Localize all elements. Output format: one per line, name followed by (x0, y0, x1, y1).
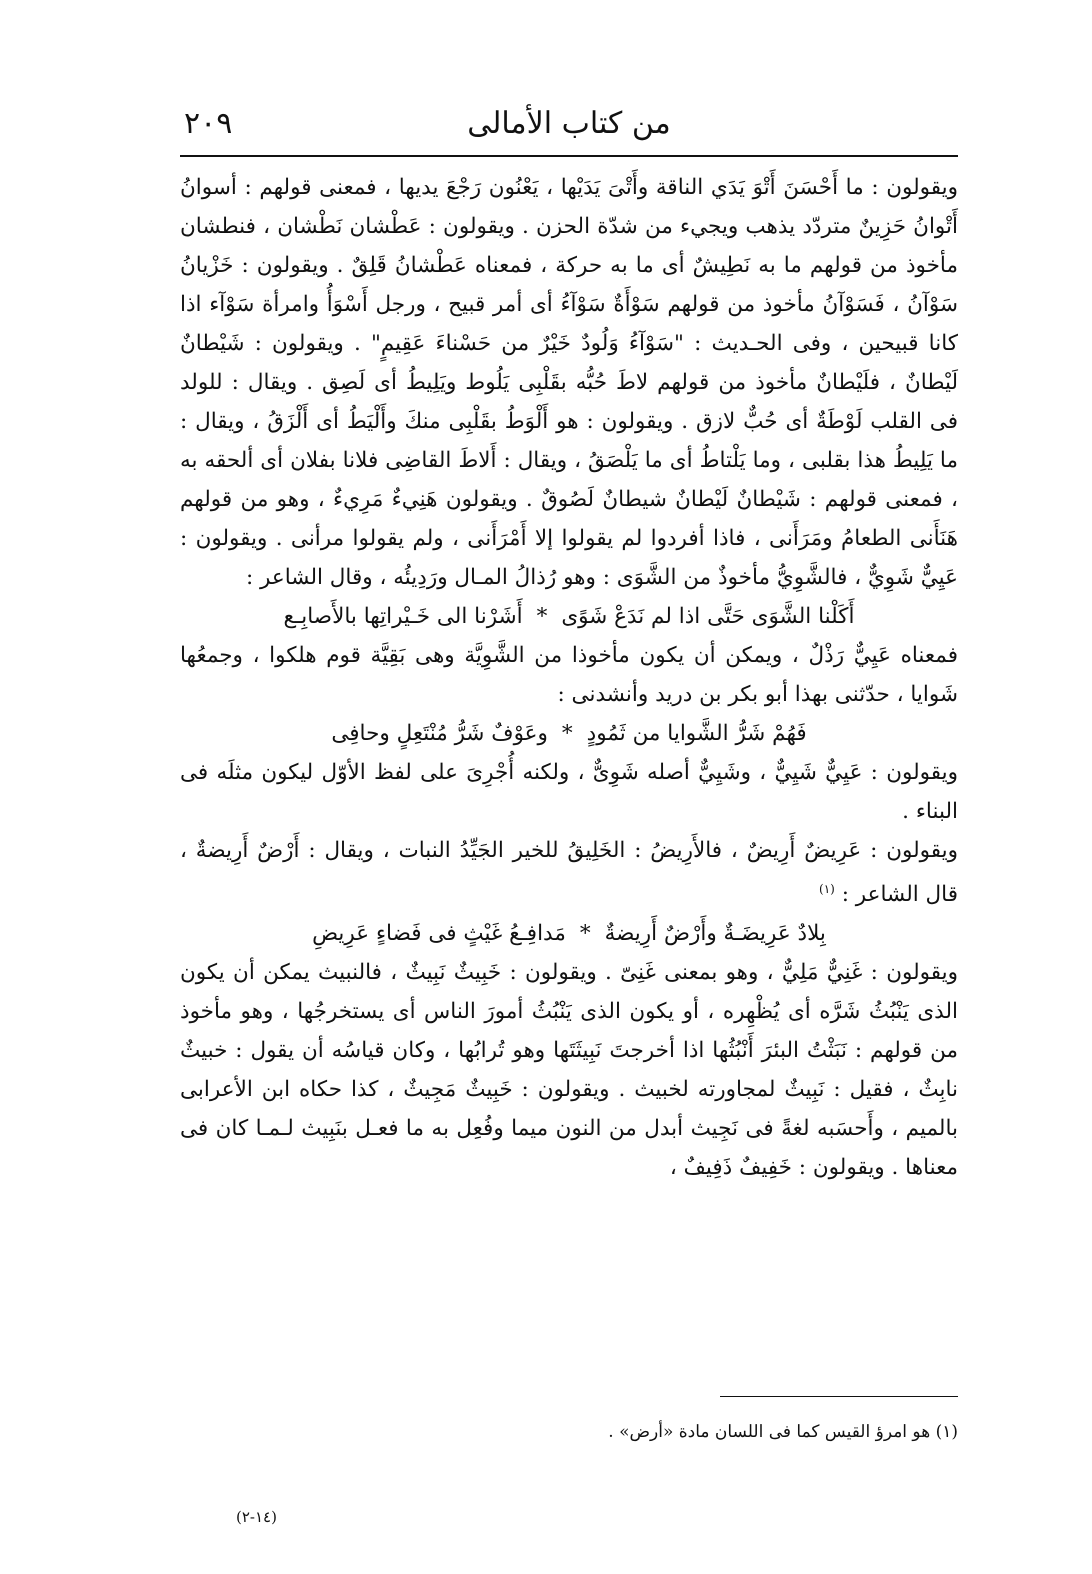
paragraph-text: ويقولون : عَرِيضٌ أَرِيضٌ ، فالأَرِيضُ : الخَلِيقُ للخير الجَيِّدُ النبات ، ويقال : أَرْضٌ أَرِيضةٌ ، قال الشاعر : (180, 838, 958, 908)
paragraph: ويقولون : عَيِيٌّ شَيِيٌّ ، وشَيِيٌّ أصله شَوِىٌّ ، ولكنه أُجْرِىَ على لفظ الأوّل ليكون مثلَه فى البناء . (180, 760, 958, 824)
paragraph (180, 831, 958, 914)
verse-hemistich-first: بِلادٌ عَرِيضَـةٌ وأَرْضٌ أَرِيضةٌ (604, 921, 826, 947)
verse-hemistich-second: وعَوْفٌ شَرُّ مُنْتَعِلٍ وحافِى (331, 721, 548, 746)
header-rule (180, 155, 958, 157)
verse-hemistich-first: فَهُمْ شَرُّ الشَّوايا من ثَمُودٍ (586, 721, 807, 746)
verse-hemistich-second: مَدافِـعُ غَيْثٍ فى فَضاءٍ عَرِيضِ (312, 921, 566, 947)
verse-hemistich-second: أَشَرْنا الى خَـيْراتِها بالأَصابِـع (283, 604, 523, 629)
paragraph: ويقولون : غَنِيٌّ مَلِيٌّ ، وهو بمعنى غَنِىّ . ويقولون : خَبِيثٌ نَبِيثٌ ، فالنبيث يمكن أن يكون الذى يَنْبُثُ شَرَّه أى يُظْهِره ، أو يكون الذى يَنْبُثُ أمورَ الناس أى يستخرجُها ، وهو مأخوذ من قولهم : نَبَثْتُ البئرَ أَنْبُثُها اذا أخرجتَ نَبِيثَتَها وهو تُرابُها ، وكان قياسُه أن يقول : خبيثٌ نابِثٌ ، فقيل : نَبِيثٌ لمجاورته لخبيث . ويقولون : خَبِيثٌ مَجِيثٌ ، كذا حكاه ابن الأعرابى بالميم ، وأَحسَبه لغةً فى نَجِيث أبدل من النون ميما وفُعِل به ما فعـل بنَبِيث لـمـا كان فى معناها . ويقولون : خَفِيفٌ ذَفِيفٌ ، (180, 960, 958, 1181)
main-text (180, 168, 958, 1187)
paragraph: فمعناه عَيِيٌّ رَذْلٌ ، ويمكن أن يكون مأخوذا من الشَّوِيَّة وهى بَقِيَّة قوم هلكوا ، وجمعُها شَوايا ، حدّثنى بهذا أبو بكر بن دريد وأنشدنى : (180, 643, 958, 707)
footnote-marker: (١) (819, 882, 835, 896)
footnote-rule (720, 1396, 958, 1397)
verse-separator: * (561, 721, 573, 746)
footnote: (١) هو امرؤ القيس كما فى اللسان مادة «أرض» . (608, 1422, 958, 1442)
signature-mark: (١٤-٢) (236, 1508, 277, 1526)
paragraph: ويقولون : ما أَحْسَنَ أَتْوَ يَدَي الناقة وأَتْىَ يَدَيْها ، يَعْنُون رَجْعَ يديها ، فمعنى قولهم : أسوانُ أَتْوانُ حَزِينٌ متردّد يذهب ويجيء من شدّة الحزن . ويقولون : عَطْشان نَطْشان ، فنطشان مأخوذ من قولهم ما به نَطِيشٌ أى ما به حركة ، فمعناه عَطْشانُ قَلِقٌ . ويقولون : خَزْيانُ سَوْآنُ ، فَسَوْآنُ مأخوذ من قولهم سَوْأَةٌ سَوْآءُ أى أمر قبيح ، ورجل أَسْوَأُ وامرأة سَوْآء اذا كانا قبيحين ، وفى الحـديث : "سَوْآءُ وَلُودٌ خَيْرٌ من حَسْناءَ عَقِيمٍ" . ويقولون : شَيْطانٌ لَيْطانٌ ، فلَيْطانٌ مأخوذ من قولهم لاطَ حُبُّه بقَلْبِى يَلُوط ويَلِيطُ أى لَصِق . ويقال : للولد فى القلب لَوْطَةٌ أى حُبٌّ لازق . ويقولون : هو أَلْوَطُ بقَلْبِى منكَ وأَلْيَطُ أى أَلْزَقُ ، ويقال : ما يَلِيطُ هذا بقلبى ، وما يَلْتاطُ أى ما يَلْصَقُ ، ويقال : أَلاطَ القاضِى فلانا بفلان أى ألحقه به ، فمعنى قولهم : شَيْطانٌ لَيْطانٌ شيطانٌ لَصُوقٌ . ويقولون هَنِيءٌ مَرِيءٌ ، وهو من قولهم هَنَأَنى الطعامُ ومَرَأَنى ، فاذا أفردوا لم يقولوا إلا أَمْرَأَنى ، ولم يقولوا مرأنى . ويقولون : عَيِيٌّ شَوِيٌّ ، فالشَّوِيُّ مأخوذٌ من الشَّوَى : وهو رُذالُ المـال ورَدِيئُه ، وقال الشاعر : (180, 175, 958, 590)
verse-separator: * (579, 921, 591, 947)
verse-hemistich-first: أَكَلْنا الشَّوَى حَتَّى اذا لم نَدَعْ شَوًى (561, 604, 855, 629)
verse-line (180, 914, 958, 953)
verse-separator: * (536, 604, 548, 629)
page-header (180, 100, 958, 150)
verse-line (180, 597, 958, 636)
running-title: من كتاب الأمالى (467, 106, 671, 141)
page-number: ٢٠٩ (184, 106, 233, 141)
verse-line (180, 714, 958, 753)
